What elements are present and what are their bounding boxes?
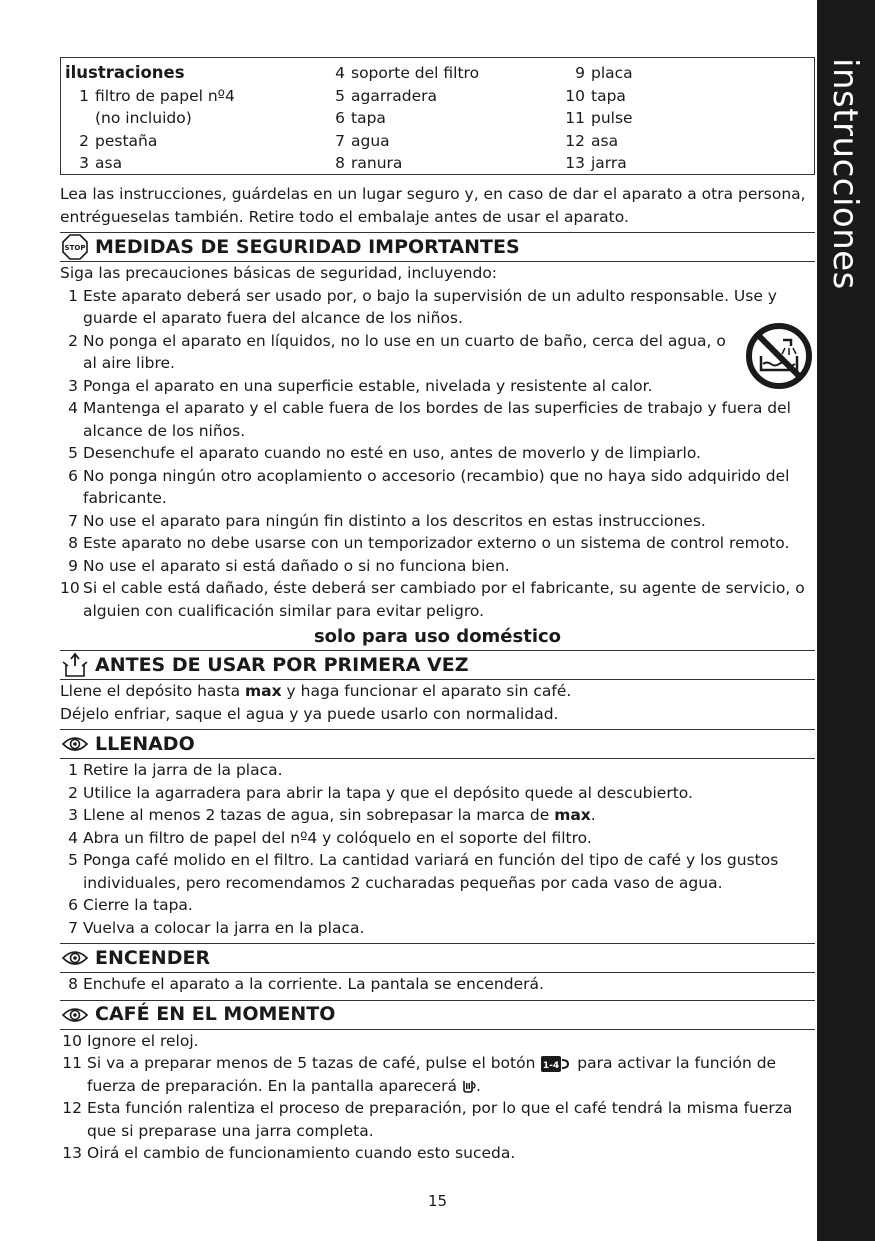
list-item: 5 Ponga café molido en el filtro. La cantidad variará en función del tipo de café y los gustos individuales, pero recomendamos 2 cucharadas pequeñas por cada vaso de agua. <box>68 851 779 892</box>
illustrations-column-1 <box>65 62 235 175</box>
list-item: 7 Vuelva a colocar la jarra en la placa. <box>68 918 365 937</box>
list-item: 6 tapa <box>335 109 386 127</box>
list-item: 2 Utilice la agarradera para abrir la tapa y que el depósito quede al descubierto. <box>68 783 693 802</box>
side-tab-label: instrucciones <box>825 58 865 290</box>
list-item: 10 Ignore el reloj. <box>62 1031 199 1050</box>
list-item: 3 Ponga el aparato en una superficie estable, nivelada y resistente al calor. <box>68 376 653 395</box>
list-item: 2 No ponga el aparato en líquidos, no lo use en un cuarto de baño, cerca del agua, o al aire libre. <box>68 331 726 372</box>
coffee-now-list <box>60 1030 815 1165</box>
section-title: ANTES DE USAR POR PRIMERA VEZ <box>95 653 469 676</box>
side-tab <box>817 0 875 1241</box>
intro-paragraph: Lea las instrucciones, guárdelas en un lugar seguro y, en caso de dar el aparato a otra persona, entrégueselas también. Retire todo el embalaje antes de usar el aparato. <box>60 185 806 226</box>
list-item: 6 No ponga ningún otro acoplamiento o accesorio (recambio) que no haya sido adquirido del fabricante. <box>68 466 790 507</box>
list-item: 8 Este aparato no debe usarse con un temporizador externo o un sistema de control remoto. <box>68 534 790 552</box>
illustrations-column-2 <box>321 62 479 175</box>
list-item: 1 Este aparato deberá ser usado por, o bajo la supervisión de un adulto responsable. Use y guarde el aparato fuera del alcance de los niños. <box>68 286 777 327</box>
unpack-box-icon <box>60 652 90 678</box>
stop-icon <box>60 234 90 260</box>
list-item: 4 Mantenga el aparato y el cable fuera de los bordes de las superficies de trabajo y fuera del alcance de los niños. <box>68 399 791 440</box>
section-title: CAFÉ EN EL MOMENTO <box>95 1003 336 1026</box>
list-item: 9 placa <box>575 64 633 82</box>
instruction-page <box>60 57 815 1165</box>
filling-section-header <box>60 729 815 759</box>
section-title: MEDIDAS DE SEGURIDAD IMPORTANTES <box>95 235 520 258</box>
safety-list <box>60 285 815 623</box>
eye-icon <box>60 1005 90 1025</box>
stop-icon-label: STOP <box>64 244 86 252</box>
eye-icon <box>60 734 90 754</box>
list-item: 13 jarra <box>565 154 627 172</box>
list-item: 7 No use el aparato para ningún fin distinto a los descritos en estas instrucciones. <box>68 511 706 530</box>
list-item: 3 Llene al menos 2 tazas de agua, sin sobrepasar la marca de max. <box>68 806 596 824</box>
first-use-line-2: Déjelo enfriar, saque el agua y ya puede usarlo con normalidad. <box>60 704 559 723</box>
filling-list <box>60 759 815 939</box>
safety-lead: Siga las precauciones básicas de seguridad, incluyendo: <box>60 264 498 282</box>
switch-on-list <box>60 973 815 996</box>
list-item-continuation: (no incluido) <box>95 109 192 127</box>
list-item: 9 No use el aparato si está dañado o si no funciona bien. <box>68 556 510 575</box>
illustrations-column-3 <box>561 62 633 175</box>
list-item: 11 Si va a preparar menos de 5 tazas de café, pulse el botón 1-4 para activar la función de fuerza de preparación. En la pantalla aparecerá . <box>62 1054 777 1095</box>
page-number: 15 <box>427 1192 448 1210</box>
safety-section-header <box>60 232 815 262</box>
list-item: 12 Esta función ralentiza el proceso de preparación, por lo que el café tendrá la misma fuerza que si preparase una jarra completa. <box>62 1099 793 1140</box>
illustrations-title: ilustraciones <box>65 63 185 82</box>
list-item: 5 Desenchufe el aparato cuando no esté en uso, antes de moverlo y de limpiarlo. <box>68 444 701 462</box>
household-use-note: solo para uso doméstico <box>313 626 562 647</box>
coffee-now-section-header <box>60 1000 815 1030</box>
list-item: 3 asa <box>79 154 123 172</box>
strength-button-icon <box>540 1055 572 1073</box>
first-use-section-header <box>60 650 815 680</box>
list-item: 10 tapa <box>565 86 626 105</box>
list-item: 6 Cierre la tapa. <box>68 896 193 914</box>
list-item: 4 Abra un filtro de papel del nº4 y colóquelo en el soporte del filtro. <box>68 828 592 847</box>
list-item: 2 pestaña <box>79 131 158 150</box>
list-item: 13 Oirá el cambio de funcionamiento cuando esto suceda. <box>62 1144 516 1162</box>
list-item: 7 agua <box>335 131 390 150</box>
cup-strength-display-icon <box>462 1078 476 1094</box>
list-item: 11 pulse <box>565 109 633 127</box>
strength-button-label: 1-4 <box>543 1060 560 1071</box>
list-item: 8 Enchufe el aparato a la corriente. La pantala se encenderá. <box>68 975 544 993</box>
eye-icon <box>60 948 90 968</box>
list-item: 1 filtro de papel nº4 <box>79 86 235 105</box>
first-use-line-1: Llene el depósito hasta max y haga funcionar el aparato sin café. <box>60 682 572 700</box>
section-title: ENCENDER <box>95 946 211 969</box>
list-item: 12 asa <box>565 131 619 150</box>
list-item: 4 soporte del filtro <box>335 64 480 82</box>
switch-on-section-header <box>60 943 815 973</box>
section-title: LLENADO <box>95 732 195 755</box>
list-item: 10 Si el cable está dañado, éste deberá ser cambiado por el fabricante, su agente de servicio, o alguien con cualificación similar para evitar peligro. <box>60 579 805 620</box>
list-item: 8 ranura <box>335 154 403 172</box>
list-item: 1 Retire la jarra de la placa. <box>68 761 283 779</box>
illustrations-box <box>60 57 815 175</box>
list-item: 5 agarradera <box>335 86 438 105</box>
